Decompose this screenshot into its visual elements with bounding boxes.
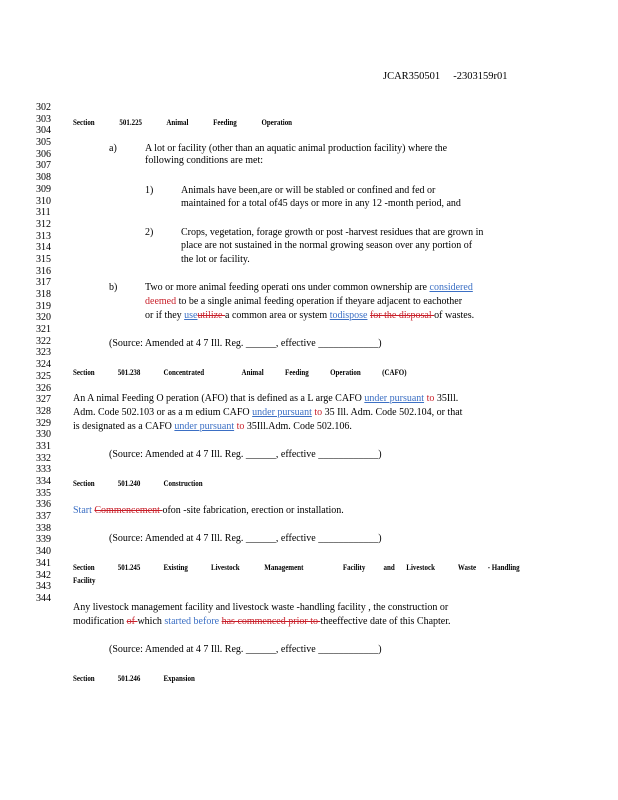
line-number: 331 [36,440,51,452]
deleted-text: deemed [145,296,177,307]
section-number: 501.240 [117,478,141,488]
line-number: 319 [36,300,51,312]
item-label-2: 2) [145,227,154,238]
section-title-word: Animal [241,367,264,377]
deleted-text: utilize [197,310,225,321]
line-number: 304 [36,125,51,137]
line-number: 324 [36,359,51,371]
section-heading-continuation: Facility [73,575,96,585]
line-number: 321 [36,324,51,336]
paragraph-line: following conditions are met: [145,155,264,166]
line-number: 330 [36,429,51,441]
section-title-word: Livestock [406,562,435,572]
section-title-word: Management [264,562,304,572]
line-number: 303 [36,113,51,125]
paragraph-line [73,616,451,628]
line-number: 340 [36,546,51,558]
line-number: 332 [36,452,51,464]
section-number: 501.246 [117,673,141,683]
line-number: 307 [36,160,51,172]
text-run: is designated as a CAFO [73,421,175,432]
section-title-word: Feeding [285,367,309,377]
paragraph-line: maintained for a total of45 days or more in any 12 -month period, and [181,198,461,209]
line-number: 333 [36,464,51,476]
section-title-word: Concentrated [163,367,205,377]
source-note: (Source: Amended at 4 7 Ill. Reg. ______, effective ____________) [109,533,382,544]
line-number: 320 [36,312,51,324]
line-number: 302 [36,102,51,113]
paragraph-line [73,393,458,405]
line-number: 335 [36,487,51,499]
inserted-text: considered [429,282,473,293]
line-number: 336 [36,499,51,511]
section-title-word: Waste [457,562,477,572]
text-run: 35Ill. [434,393,459,404]
text-run: or if they [145,310,185,321]
text-run: to [424,393,435,404]
line-number: 316 [36,265,51,277]
text-run: to [311,407,323,418]
source-note: (Source: Amended at 4 7 Ill. Reg. ______, effective ____________) [109,338,382,349]
line-number: 337 [36,511,51,523]
line-number: 338 [36,522,51,534]
section-title-word: Livestock [210,562,240,572]
section-title-word: and [383,562,395,572]
section-title-word: Operation [330,367,361,377]
deleted-text: for the disposal [369,310,435,321]
subsection-label-b: b) [109,282,118,293]
inserted-text: started before [164,616,220,627]
text-run: 35Ill.Adm. Code 502.106. [244,421,352,432]
section-title-word: Expansion [163,673,195,683]
inserted-text: under pursuant [252,407,312,418]
paragraph-line [73,421,352,433]
section-number: 501.238 [117,367,141,377]
section-word: Section [73,367,95,377]
line-number: 306 [36,148,51,160]
section-heading-501-240 [73,477,203,489]
line-number: 334 [36,476,51,487]
text-run: ofon -site fabrication, erection or installation. [162,505,344,516]
line-number: 312 [36,218,51,230]
line-number: 309 [36,183,51,195]
paragraph-line [145,296,462,308]
line-number: 326 [36,382,51,394]
section-word: Section [73,673,95,683]
deleted-text: has commenced prior to [221,616,321,627]
subsection-label-a: a) [109,143,117,154]
line-number: 305 [36,137,51,149]
section-title-word: Facility [342,562,366,572]
section-number: 501.225 [119,117,143,127]
section-word: Section [73,562,95,572]
paragraph-line [73,407,462,419]
line-number: 308 [36,172,51,184]
line-number: 310 [36,195,51,207]
section-heading-501-246 [73,672,195,684]
paragraph-line: Any livestock management facility and livestock waste -handling facility , the construction or [73,602,449,613]
source-note: (Source: Amended at 4 7 Ill. Reg. ______, effective ____________) [109,644,382,655]
line-number: 315 [36,253,51,265]
text-run: of wastes. [434,310,475,321]
section-number: 501.245 [117,562,141,572]
section-title-word: Existing [163,562,188,572]
line-number: 318 [36,289,51,300]
deleted-text: Commencement [94,505,163,516]
text-run: to [234,421,245,432]
line-number: 341 [36,557,51,569]
line-number: 325 [36,370,51,382]
item-label-1: 1) [145,185,154,196]
text-run: to be a single animal feeding operation if theyare adjacent to eachother [176,296,463,307]
text-run: An A nimal Feeding O peration (AFO) that is defined as a L arge CAFO [73,393,365,404]
line-number: 327 [36,394,51,406]
section-heading-501-238 [73,366,407,378]
line-number-gutter [36,102,51,605]
section-heading-501-245 [73,561,520,573]
text-run: Two or more animal feeding operati ons under common ownership are [145,282,430,293]
line-number: 328 [36,405,51,417]
paragraph-line [73,505,344,517]
line-number: 323 [36,347,51,359]
section-title-word: Feeding [213,117,237,127]
line-number: 342 [36,569,51,581]
paragraph-line [145,282,473,294]
line-number: 313 [36,230,51,242]
section-word: Section [73,478,95,488]
line-number: 343 [36,581,51,593]
paragraph-line: place are not sustained in the normal growing season over any portion of [181,240,473,251]
line-number: 311 [36,207,51,219]
section-title-word: Operation [261,117,293,127]
text-run: a common area or system [225,310,330,321]
section-title-word: Construction [163,478,203,488]
inserted-text: Start [73,505,92,516]
line-number: 322 [36,335,51,347]
text-run: which [137,616,165,627]
paragraph-line: A lot or facility (other than an aquatic animal production facility) where the [145,143,448,154]
text-run: theeffective date of this Chapter. [320,616,451,627]
text-run: 35 Ill. Adm. Code 502.104, or that [322,407,463,418]
paragraph-line: Animals have been,are or will be stabled or confined and fed or [181,185,436,196]
paragraph-line: the lot or facility. [181,254,250,265]
section-word: Section [73,117,95,127]
inserted-text: todispose [329,310,368,321]
deleted-text: of [126,616,138,627]
line-number: 314 [36,242,51,254]
text-run: modification [73,616,127,627]
source-note: (Source: Amended at 4 7 Ill. Reg. ______, effective ____________) [109,449,382,460]
line-number: 329 [36,417,51,429]
paragraph-line: Crops, vegetation, forage growth or post -harvest residues that are grown in [181,227,484,238]
inserted-text: use [184,310,198,321]
section-heading-501-225 [73,116,292,128]
line-number: 317 [36,277,51,289]
text-run: Adm. Code 502.103 or as a m edium CAFO [73,407,253,418]
section-title-word: - Handling [487,562,520,572]
line-number: 339 [36,534,51,546]
line-number: 344 [36,592,51,604]
inserted-text: under pursuant [174,421,235,432]
inserted-text: under pursuant [364,393,425,404]
section-title-word: Animal [166,117,189,127]
document-id-header: JCAR350501 -2303159r01 [383,71,508,82]
paragraph-line [145,310,474,322]
section-title-word: (CAFO) [382,367,407,377]
